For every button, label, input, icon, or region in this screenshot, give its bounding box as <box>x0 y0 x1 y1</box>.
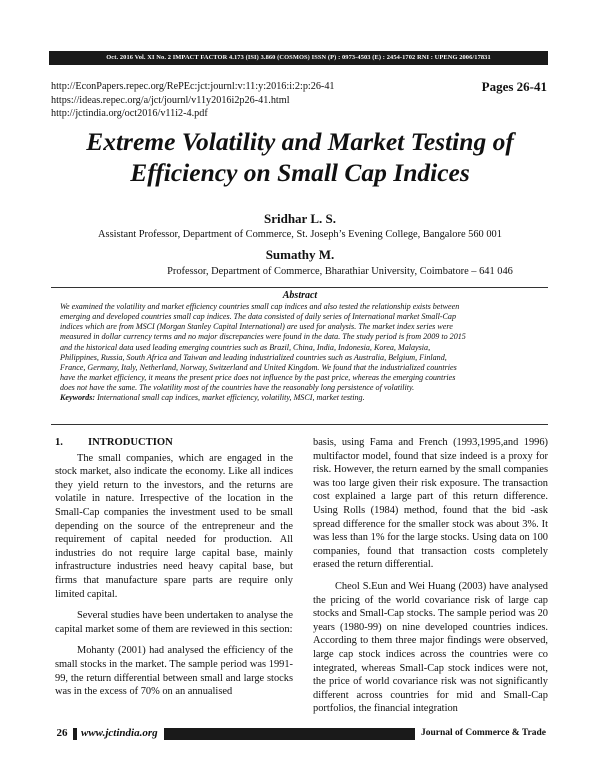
abstract-line: and the historical data used leading emerging countries such as Brazil, China, India, Indonesia, Korea, Malaysia, <box>60 342 431 352</box>
abstract-line: Philippines, Russia, South Africa and Taiwan and leading industrialized countries such as Australia, Belgium, Finland, <box>60 352 447 362</box>
abstract-line: indices which are from MSCI (Morgan Stanley Capital International) are used for analysis. The market index series were <box>60 322 453 332</box>
column-left <box>55 436 293 699</box>
article-urls <box>51 80 335 121</box>
paragraph: Cheol S.Eun and Wei Huang (2003) have analysed the pricing of the world covariance risk of large cap stocks and Small-Cap stocks. The sample period was 20 years (1980-99) on nine developed countries indices. According to them three major findings were observed, large cap stock indices across the countries were co integrated, whereas Small-Cap stock indices were not, the price of world covariance risk was not significantly different across countries for mid and Small-Cap portfolios, the financial integration <box>313 580 548 715</box>
paragraph: basis, using Fama and French (1993,1995,and 1996) multifactor model, found that size indeed is a proxy for risk. However, the return earned by the small companies was too large given their risk exposure. The transaction cost explained a large part of this return difference. Using Rolls (1984) method, found that the bid -ask spread difference for the smaller stock was about 3%. It was less than 1% for the large stocks. Using data on 100 companies, found that transaction costs completely erased the return differential. <box>313 437 548 571</box>
paragraph: Mohanty (2001) had analysed the efficiency of the small stocks in the market. The sample period was 1991-99, the return differential between small and large stocks was in the excess of 70% on an annualised <box>55 645 293 698</box>
abstract-bottom-rule <box>51 424 548 425</box>
abstract-line: emerging and developed countries small cap indices. The data consisted of daily series of International market Small-Cap <box>60 312 457 322</box>
paragraph: Several studies have been undertaken to analyse the capital market some of them are reviewed in this section: <box>55 610 293 635</box>
author-affiliation-2: Professor, Department of Commerce, Bharathiar University, Coimbatore – 641 046 <box>167 266 513 277</box>
section-heading <box>55 436 293 450</box>
abstract-line: We examined the volatility and market efficiency countries small cap indices and also tested the relationship exists between <box>60 302 460 311</box>
author-name-2: Sumathy M. <box>265 247 335 262</box>
author-name-1: Sridhar L. S. <box>263 211 336 226</box>
section-title: INTRODUCTION <box>88 437 173 448</box>
title-line-2: Efficiency on Small Cap Indices <box>130 158 470 187</box>
abstract-top-rule <box>51 287 548 288</box>
paragraph: The small companies, which are engaged in the stock market, also indicate the economy. Like all indices they yield return to the investors, and the returns are volatile in nature. Irrespective of the location in the Small-Cap companies the investment used to be small depending on the source of the entrepreneur and the requirement of capital needed for production. All industries do not require large capital base, mainly infrastructure industries need heavy capital base, but firms that manufacture spare parts are require only limited capital. <box>55 452 293 600</box>
abstract-line: does not have the same. The volatility most of the countries have the reasonably long persistence of volatility. <box>60 383 415 393</box>
abstract-line: measured in dollar currency terms and no major discrepancies were found in the data. The study period is from 2009 to 2015 <box>60 332 466 342</box>
footer-website-link[interactable]: www.jctindia.org <box>77 726 164 741</box>
keywords-label: Keywords: <box>60 393 96 403</box>
page-range: Pages 26-41 <box>481 79 547 94</box>
author-affiliation-1: Assistant Professor, Department of Commerce, St. Joseph’s Evening College, Bangalore 560 001 <box>98 229 502 240</box>
abstract-body <box>60 302 542 404</box>
keywords-text: International small cap indices, market efficiency, volatility, MSCI, market testing. <box>97 393 365 403</box>
abstract-line: have the market efficiency, it means the present price does not influence by the past price, whereas the emerging countries <box>60 373 456 383</box>
section-number: 1. <box>55 437 63 448</box>
ideas-repec-link[interactable]: https://ideas.repec.org/a/jct/journl/v11y2016i2p26-41.html <box>51 94 290 106</box>
footer-page-number: 26 <box>51 726 73 741</box>
keywords-line <box>60 393 542 403</box>
abstract-heading: Abstract <box>282 290 318 301</box>
econpapers-link[interactable]: http://EconPapers.repec.org/RePEc:jct:journl:v:11:y:2016:i:2:p:26-41 <box>51 81 335 92</box>
pdf-link[interactable]: http://jctindia.org/oct2016/v11i2-4.pdf <box>51 108 208 119</box>
paper-title <box>40 126 560 188</box>
column-right <box>313 436 548 716</box>
footer-journal-name: Journal of Commerce & Trade <box>415 726 548 741</box>
title-line-1: Extreme Volatility and Market Testing of <box>86 127 514 156</box>
abstract-line: France, Germany, Italy, Netherland, Norway, Switzerland and United Kingdom. We found that the industrialized countries <box>60 362 457 372</box>
journal-info-bar: Oct. 2016 Vol. XI No. 2 IMPACT FACTOR 4.173 (ISI) 3.860 (COSMOS) ISSN (P) : 0973-4503 (E) : 2454-1702 RNI : UPENG 2006/17831 <box>49 51 548 65</box>
